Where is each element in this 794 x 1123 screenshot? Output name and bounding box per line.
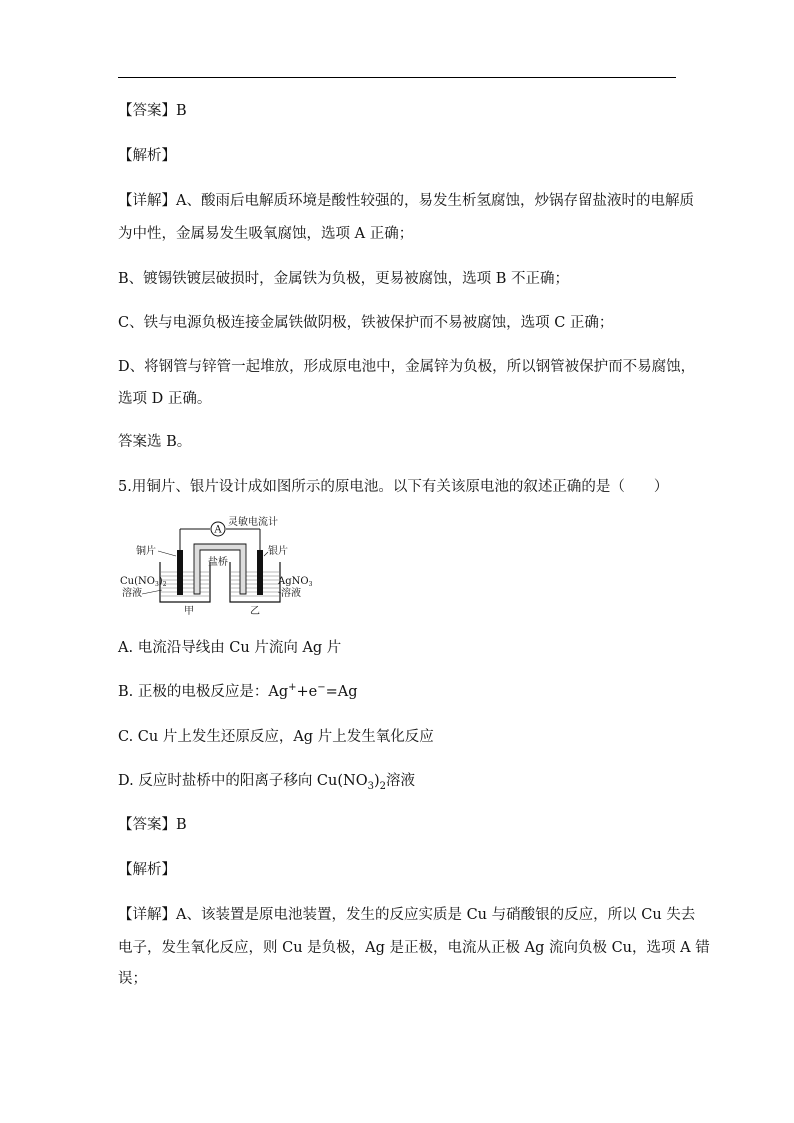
option-d <box>118 771 415 791</box>
right-beaker-label: 乙 <box>250 606 260 617</box>
galvanic-cell-diagram <box>118 510 318 620</box>
detail-text-line: 为中性，金属易发生吸氧腐蚀，选项 A 正确； <box>118 226 414 242</box>
answer-label: 【答案】B <box>118 817 187 833</box>
option-a: A. 电流沿导线由 Cu 片流向 Ag 片 <box>118 640 342 656</box>
left-beaker-label: 甲 <box>184 606 194 617</box>
meter-symbol: A <box>214 524 222 536</box>
left-solution <box>161 572 209 596</box>
detail-text-line: 选项 D 正确。 <box>118 391 212 407</box>
subscript: 3 <box>367 780 374 792</box>
right-solution-label-2: 溶液 <box>281 588 301 599</box>
superscript: + <box>288 682 297 694</box>
copper-electrode <box>177 550 183 595</box>
analysis-label: 【解析】 <box>118 148 176 164</box>
option-c: C. Cu 片上发生还原反应，Ag 片上发生氧化反应 <box>118 729 434 745</box>
right-solution <box>231 572 279 596</box>
option-d-text: 溶液 <box>386 773 416 789</box>
detail-text-line: B、镀锡铁镀层破损时，金属铁为负极，更易被腐蚀，选项 B 不正确； <box>118 271 570 287</box>
analysis-label: 【解析】 <box>118 862 176 878</box>
meter-label: 灵敏电流计 <box>228 517 278 528</box>
right-solution-label: AgNO$_3$ <box>278 576 313 588</box>
subscript: 2 <box>379 780 387 792</box>
left-solution-label: $Cu(NO_3)_2$ <box>120 576 167 588</box>
option-b-text: =Ag <box>325 684 358 700</box>
left-electrode-label: 铜片 <box>136 546 156 557</box>
silver-electrode <box>257 550 263 595</box>
detail-text-line: D、将钢管与锌管一起堆放，形成原电池中，金属锌为负极，所以钢管被保护而不易腐蚀， <box>118 359 696 375</box>
answer-label: 【答案】B <box>118 103 187 119</box>
detail-text-line: 【详解】A、酸雨后电解质环境是酸性较强的，易发生析氢腐蚀，炒锅存留盐液时的电解质 <box>118 193 694 209</box>
detail-text-line: 电子，发生氧化反应，则 Cu 是负极，Ag 是正极，电流从正极 Ag 流向负极 Cu，选项 A 错 <box>118 940 710 956</box>
superscript: − <box>317 682 326 694</box>
detail-text-line: 【详解】A、该装置是原电池装置，发生的反应实质是 Cu 与硝酸银的反应，所以 Cu 失去 <box>118 907 696 923</box>
option-b-text: +e <box>296 684 318 700</box>
option-d-text: D. 反应时盐桥中的阳离子移向 Cu(NO <box>118 773 368 789</box>
final-answer: 答案选 B。 <box>118 434 192 450</box>
question-stem: 5.用铜片、银片设计成如图所示的原电池。以下有关该原电池的叙述正确的是（ ） <box>118 479 669 495</box>
detail-text-line: C、铁与电源负极连接金属铁做阴极，铁被保护而不易被腐蚀，选项 C 正确； <box>118 315 614 331</box>
leader-line <box>158 551 176 556</box>
option-d-text: ) <box>373 773 380 789</box>
detail-text-line: 误； <box>118 971 147 987</box>
option-b <box>118 682 358 702</box>
salt-bridge-label: 盐桥 <box>208 557 228 568</box>
right-electrode-label: 银片 <box>268 546 288 557</box>
salt-bridge <box>194 544 246 594</box>
header-rule <box>118 77 676 78</box>
leader-line <box>142 590 162 594</box>
option-b-text: B. 正极的电极反应是：Ag <box>118 684 289 700</box>
left-solution-label-2: 溶液 <box>122 588 142 599</box>
